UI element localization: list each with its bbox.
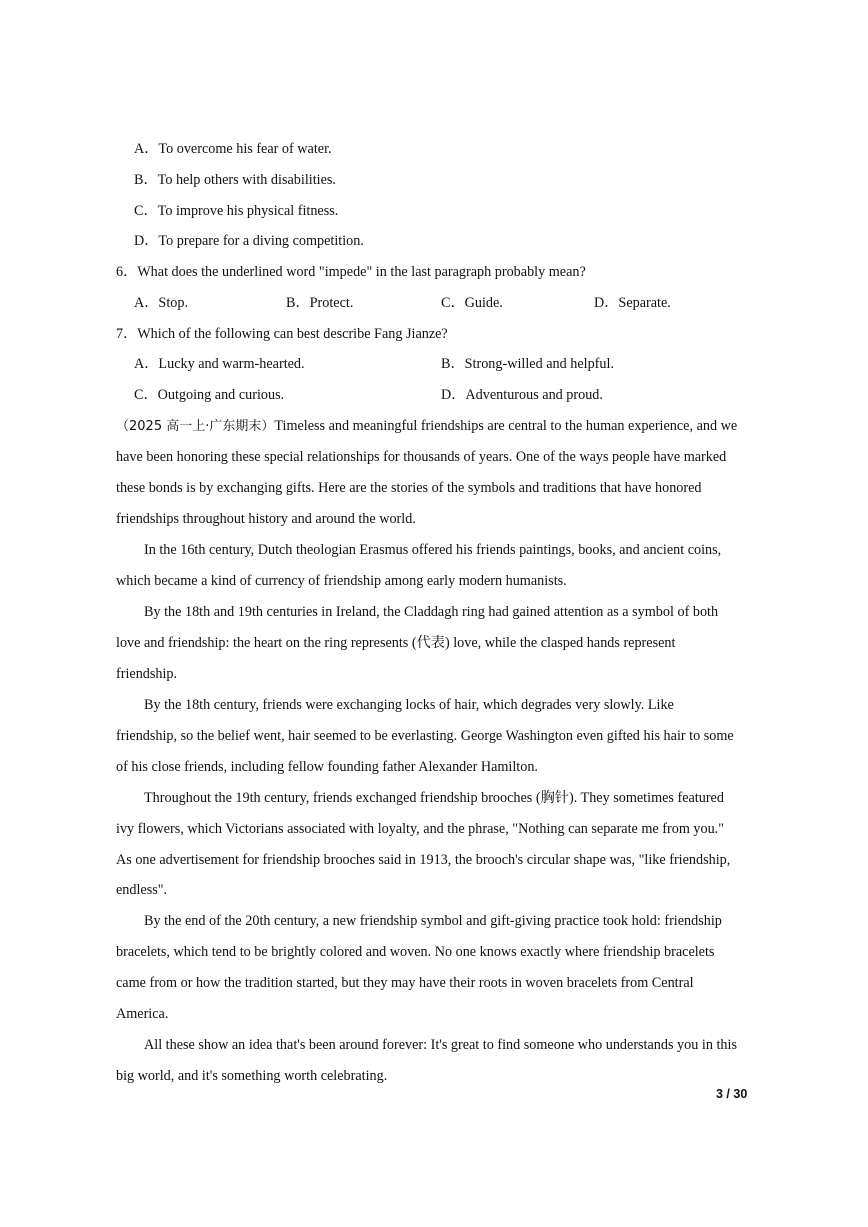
q7-stem: 7．Which of the following can best describe Fang Jianze?: [116, 326, 448, 342]
passage-p3-line-3: friendship.: [116, 666, 178, 682]
passage-p2-line-1: In the 16th century, Dutch theologian Erasmus offered his friends paintings, books, and ancient coins,: [144, 542, 722, 558]
q7-option-a: A．Lucky and warm-hearted.: [134, 356, 305, 372]
passage-source-tag: （2025 高一上·广东期末）: [116, 419, 275, 434]
passage-p2-line-2: which became a kind of currency of friendship among early modern humanists.: [116, 573, 567, 589]
q6-option-a: A．Stop.: [134, 295, 188, 311]
passage-p4-line-2: friendship, so the belief went, hair seemed to be everlasting. George Washington even gifted his hair to some: [116, 728, 734, 744]
q6-option-b: B．Protect.: [286, 295, 354, 311]
passage-p1-text: Timeless and meaningful friendships are central to the human experience, and we: [274, 418, 738, 434]
passage-p1-line-3: these bonds is by exchanging gifts. Here are the stories of the symbols and traditions that have honored: [116, 480, 702, 496]
passage-p1-line-1: [116, 417, 737, 436]
passage-p4-line-1: By the 18th century, friends were exchanging locks of hair, which degrades very slowly. Like: [144, 697, 674, 713]
q6-option-d: D．Separate.: [594, 295, 671, 311]
passage-p7-line-1: All these show an idea that's been around forever: It's great to find someone who understands you in this: [144, 1037, 737, 1053]
passage-p5-line-2: ivy flowers, which Victorians associated with loyalty, and the phrase, "Nothing can separate me from you.": [116, 821, 725, 837]
q7-option-d: D．Adventurous and proud.: [441, 387, 603, 403]
q5-option-d: D．To prepare for a diving competition.: [134, 233, 364, 249]
passage-p4-line-3: of his close friends, including fellow founding father Alexander Hamilton.: [116, 759, 538, 775]
passage-p7-line-2: big world, and it's something worth celebrating.: [116, 1068, 388, 1084]
passage-p6-line-2: bracelets, which tend to be brightly colored and woven. No one knows exactly where friendship bracelets: [116, 944, 715, 960]
passage-p5-line-4: endless".: [116, 882, 168, 898]
page-number: 3 / 30: [716, 1087, 748, 1101]
passage-p1-line-4: friendships throughout history and around the world.: [116, 511, 416, 527]
passage-p5-line-1: Throughout the 19th century, friends exchanged friendship brooches (胸针). They sometimes featured: [144, 790, 724, 806]
q6-stem: 6．What does the underlined word "impede" in the last paragraph probably mean?: [116, 264, 586, 280]
q7-option-c: C．Outgoing and curious.: [134, 387, 285, 403]
passage-p3-line-1: By the 18th and 19th centuries in Ireland, the Claddagh ring had gained attention as a symbol of both: [144, 604, 719, 620]
q6-option-c: C．Guide.: [441, 295, 503, 311]
q5-option-b: B．To help others with disabilities.: [134, 172, 336, 188]
passage-p6-line-1: By the end of the 20th century, a new friendship symbol and gift-giving practice took hold: friendship: [144, 913, 722, 929]
passage-p6-line-4: America.: [116, 1006, 169, 1022]
passage-p3-line-2: love and friendship: the heart on the ring represents (代表) love, while the clasped hands represent: [116, 635, 676, 651]
passage-p5-line-3: As one advertisement for friendship brooches said in 1913, the brooch's circular shape was, "like friendship,: [116, 852, 731, 868]
passage-p6-line-3: came from or how the tradition started, but they may have their roots in woven bracelets from Central: [116, 975, 694, 991]
q5-option-a: A．To overcome his fear of water.: [134, 141, 332, 157]
passage-p1-line-2: have been honoring these special relationships for thousands of years. One of the ways people have marked: [116, 449, 727, 465]
q7-option-b: B．Strong-willed and helpful.: [441, 356, 614, 372]
q5-option-c: C．To improve his physical fitness.: [134, 203, 339, 219]
